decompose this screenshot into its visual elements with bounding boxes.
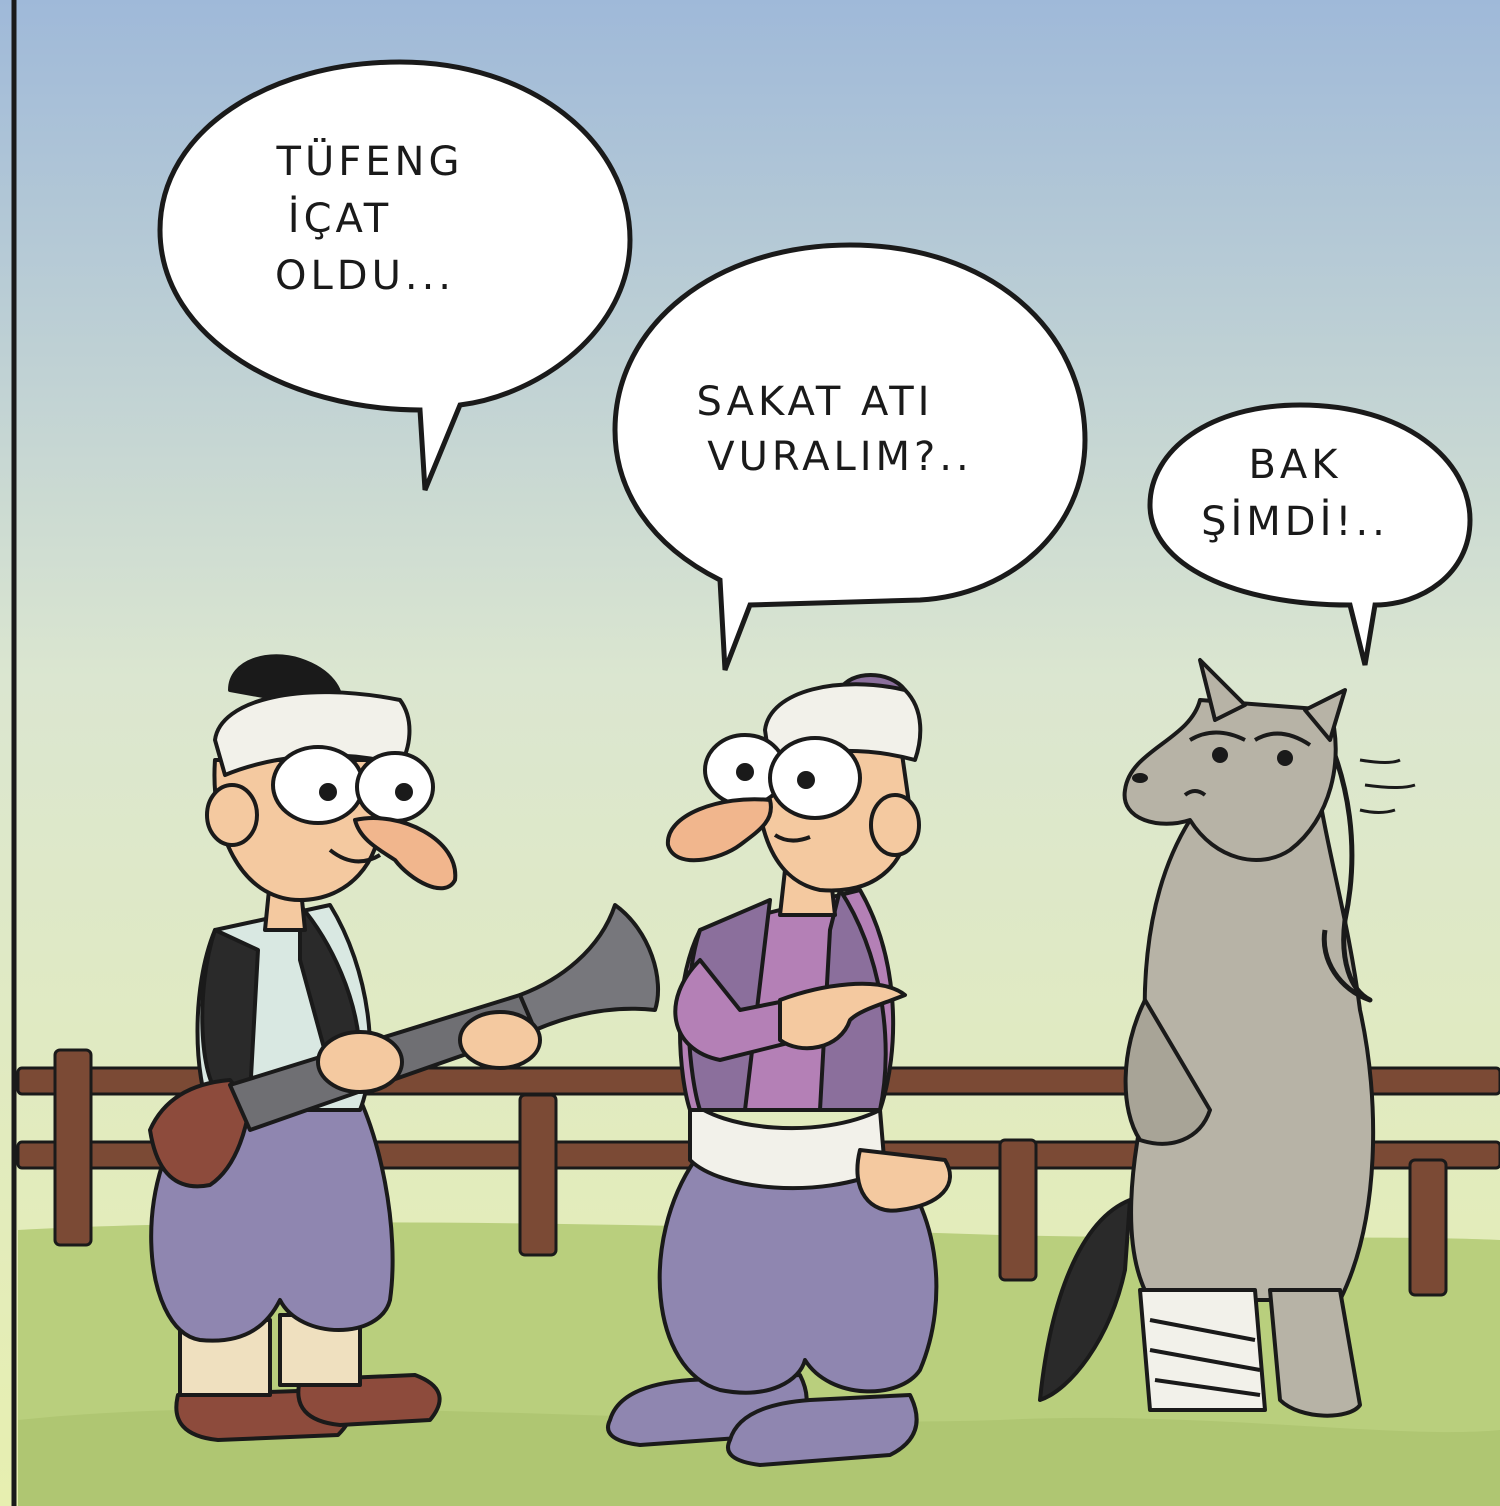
fence-post <box>520 1095 556 1255</box>
left-man-eye <box>357 753 433 821</box>
fence-post <box>1000 1140 1036 1280</box>
middle-man-eye <box>770 738 860 818</box>
horse-nostril <box>1132 773 1148 783</box>
left-man-eye <box>273 747 363 823</box>
bubble-line: BAK <box>1248 442 1342 488</box>
fence-post <box>1410 1160 1446 1295</box>
left-man-hand <box>318 1032 402 1092</box>
left-man-hand <box>460 1012 540 1068</box>
middle-man-pupil <box>736 763 754 781</box>
left-man-pupil <box>395 783 413 801</box>
horse-eye <box>1212 747 1228 763</box>
bubble-line: VURALIM?.. <box>707 434 973 480</box>
bubble-line: İÇAT <box>287 196 393 242</box>
left-man-ear <box>207 785 257 845</box>
middle-man-pupil <box>797 771 815 789</box>
bubble-line: OLDU... <box>275 253 455 299</box>
fence-post <box>55 1050 91 1245</box>
bubble-line: ŞİMDİ!.. <box>1201 499 1389 545</box>
bubble-line: SAKAT ATI <box>696 379 934 425</box>
bubble-line: TÜFENG <box>276 139 464 185</box>
left-man-vest <box>202 930 258 1095</box>
left-man-pupil <box>319 783 337 801</box>
middle-man-ear <box>871 795 919 855</box>
horse-eye <box>1277 750 1293 766</box>
